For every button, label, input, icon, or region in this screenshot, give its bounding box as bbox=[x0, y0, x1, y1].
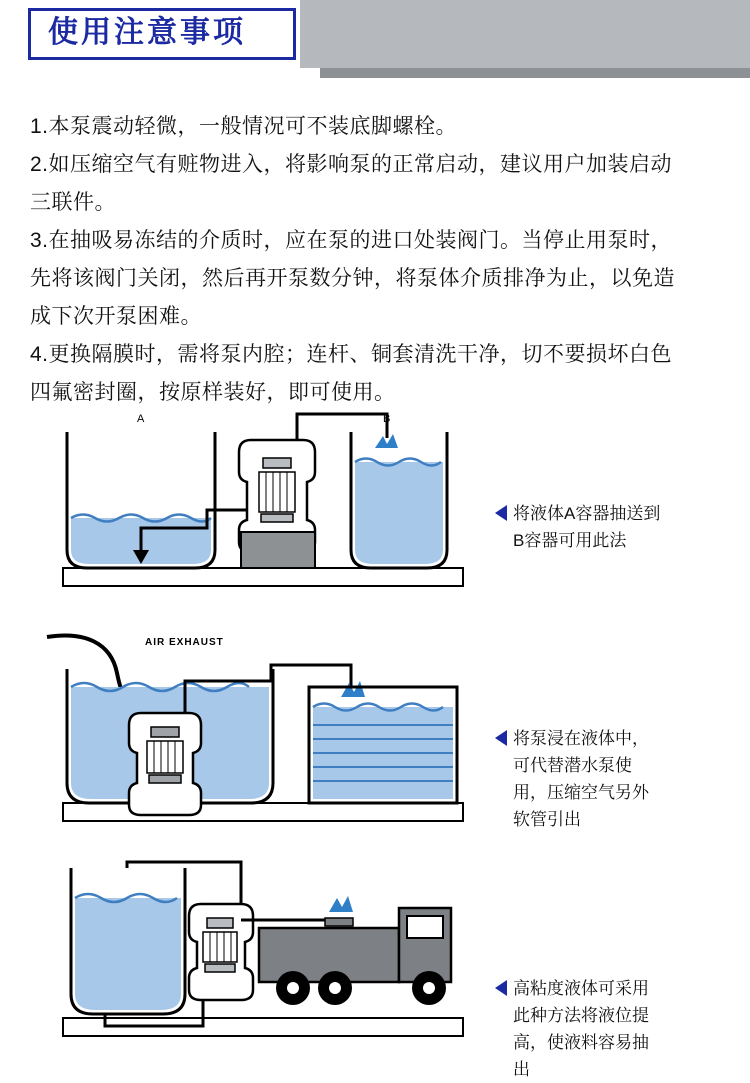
figure-1-illustration bbox=[45, 400, 495, 615]
notes-block bbox=[30, 108, 730, 412]
note-line: 先将该阀门关闭，然后再开泵数分钟，将泵体介质排净为止，以免造 bbox=[30, 267, 675, 290]
label-tank-b: B bbox=[383, 413, 391, 425]
note-line: 四氟密封圈，按原样装好，即可使用。 bbox=[30, 381, 396, 404]
triangle-bullet-icon bbox=[495, 730, 507, 746]
note-line: 成下次开泵困难。 bbox=[30, 305, 202, 328]
figure-transfer-a-to-b bbox=[0, 400, 750, 625]
triangle-bullet-icon bbox=[495, 980, 507, 996]
figure-tanker-loading bbox=[0, 860, 750, 1079]
label-tank-a: A bbox=[137, 413, 145, 425]
note-line: 2.如压缩空气有赃物进入，将影响泵的正常启动，建议用户加装启动 bbox=[30, 153, 673, 176]
note-line: 三联件。 bbox=[30, 191, 116, 214]
figure-2-caption bbox=[495, 725, 663, 833]
figures-block bbox=[0, 400, 750, 1079]
page-title: 使用注意事项 bbox=[48, 16, 246, 49]
figure-3-caption bbox=[495, 975, 663, 1083]
pump-body-2 bbox=[129, 713, 201, 815]
header-grey-band bbox=[300, 0, 750, 68]
header-grey-shadow bbox=[320, 68, 750, 78]
caption-text: 将泵浸在液体中，可代替潜水泵使用，压缩空气另外软管引出 bbox=[513, 729, 649, 829]
figure-submerged-pump bbox=[0, 625, 750, 860]
note-line: 3.在抽吸易冻结的介质时，应在泵的进口处装阀门。当停止用泵时， bbox=[30, 229, 673, 252]
triangle-bullet-icon bbox=[495, 505, 507, 521]
note-line: 1.本泵震动轻微，一般情况可不装底脚螺栓。 bbox=[30, 115, 458, 138]
figure-1-caption bbox=[495, 500, 663, 554]
page-header bbox=[0, 0, 750, 90]
note-line: 4.更换隔膜时，需将泵内腔；连杆、铜套清洗干净，切不要损坏白色 bbox=[30, 343, 673, 366]
caption-text: 将液体A容器抽送到B容器可用此法 bbox=[513, 504, 661, 550]
figure-3-illustration bbox=[45, 860, 495, 1060]
pump-body-3 bbox=[189, 904, 253, 1000]
figure-2-illustration bbox=[45, 625, 495, 850]
label-air-exhaust: AIR EXHAUST bbox=[145, 637, 224, 648]
caption-text: 高粘度液体可采用此种方法将液位提高，使液料容易抽出 bbox=[513, 979, 649, 1079]
